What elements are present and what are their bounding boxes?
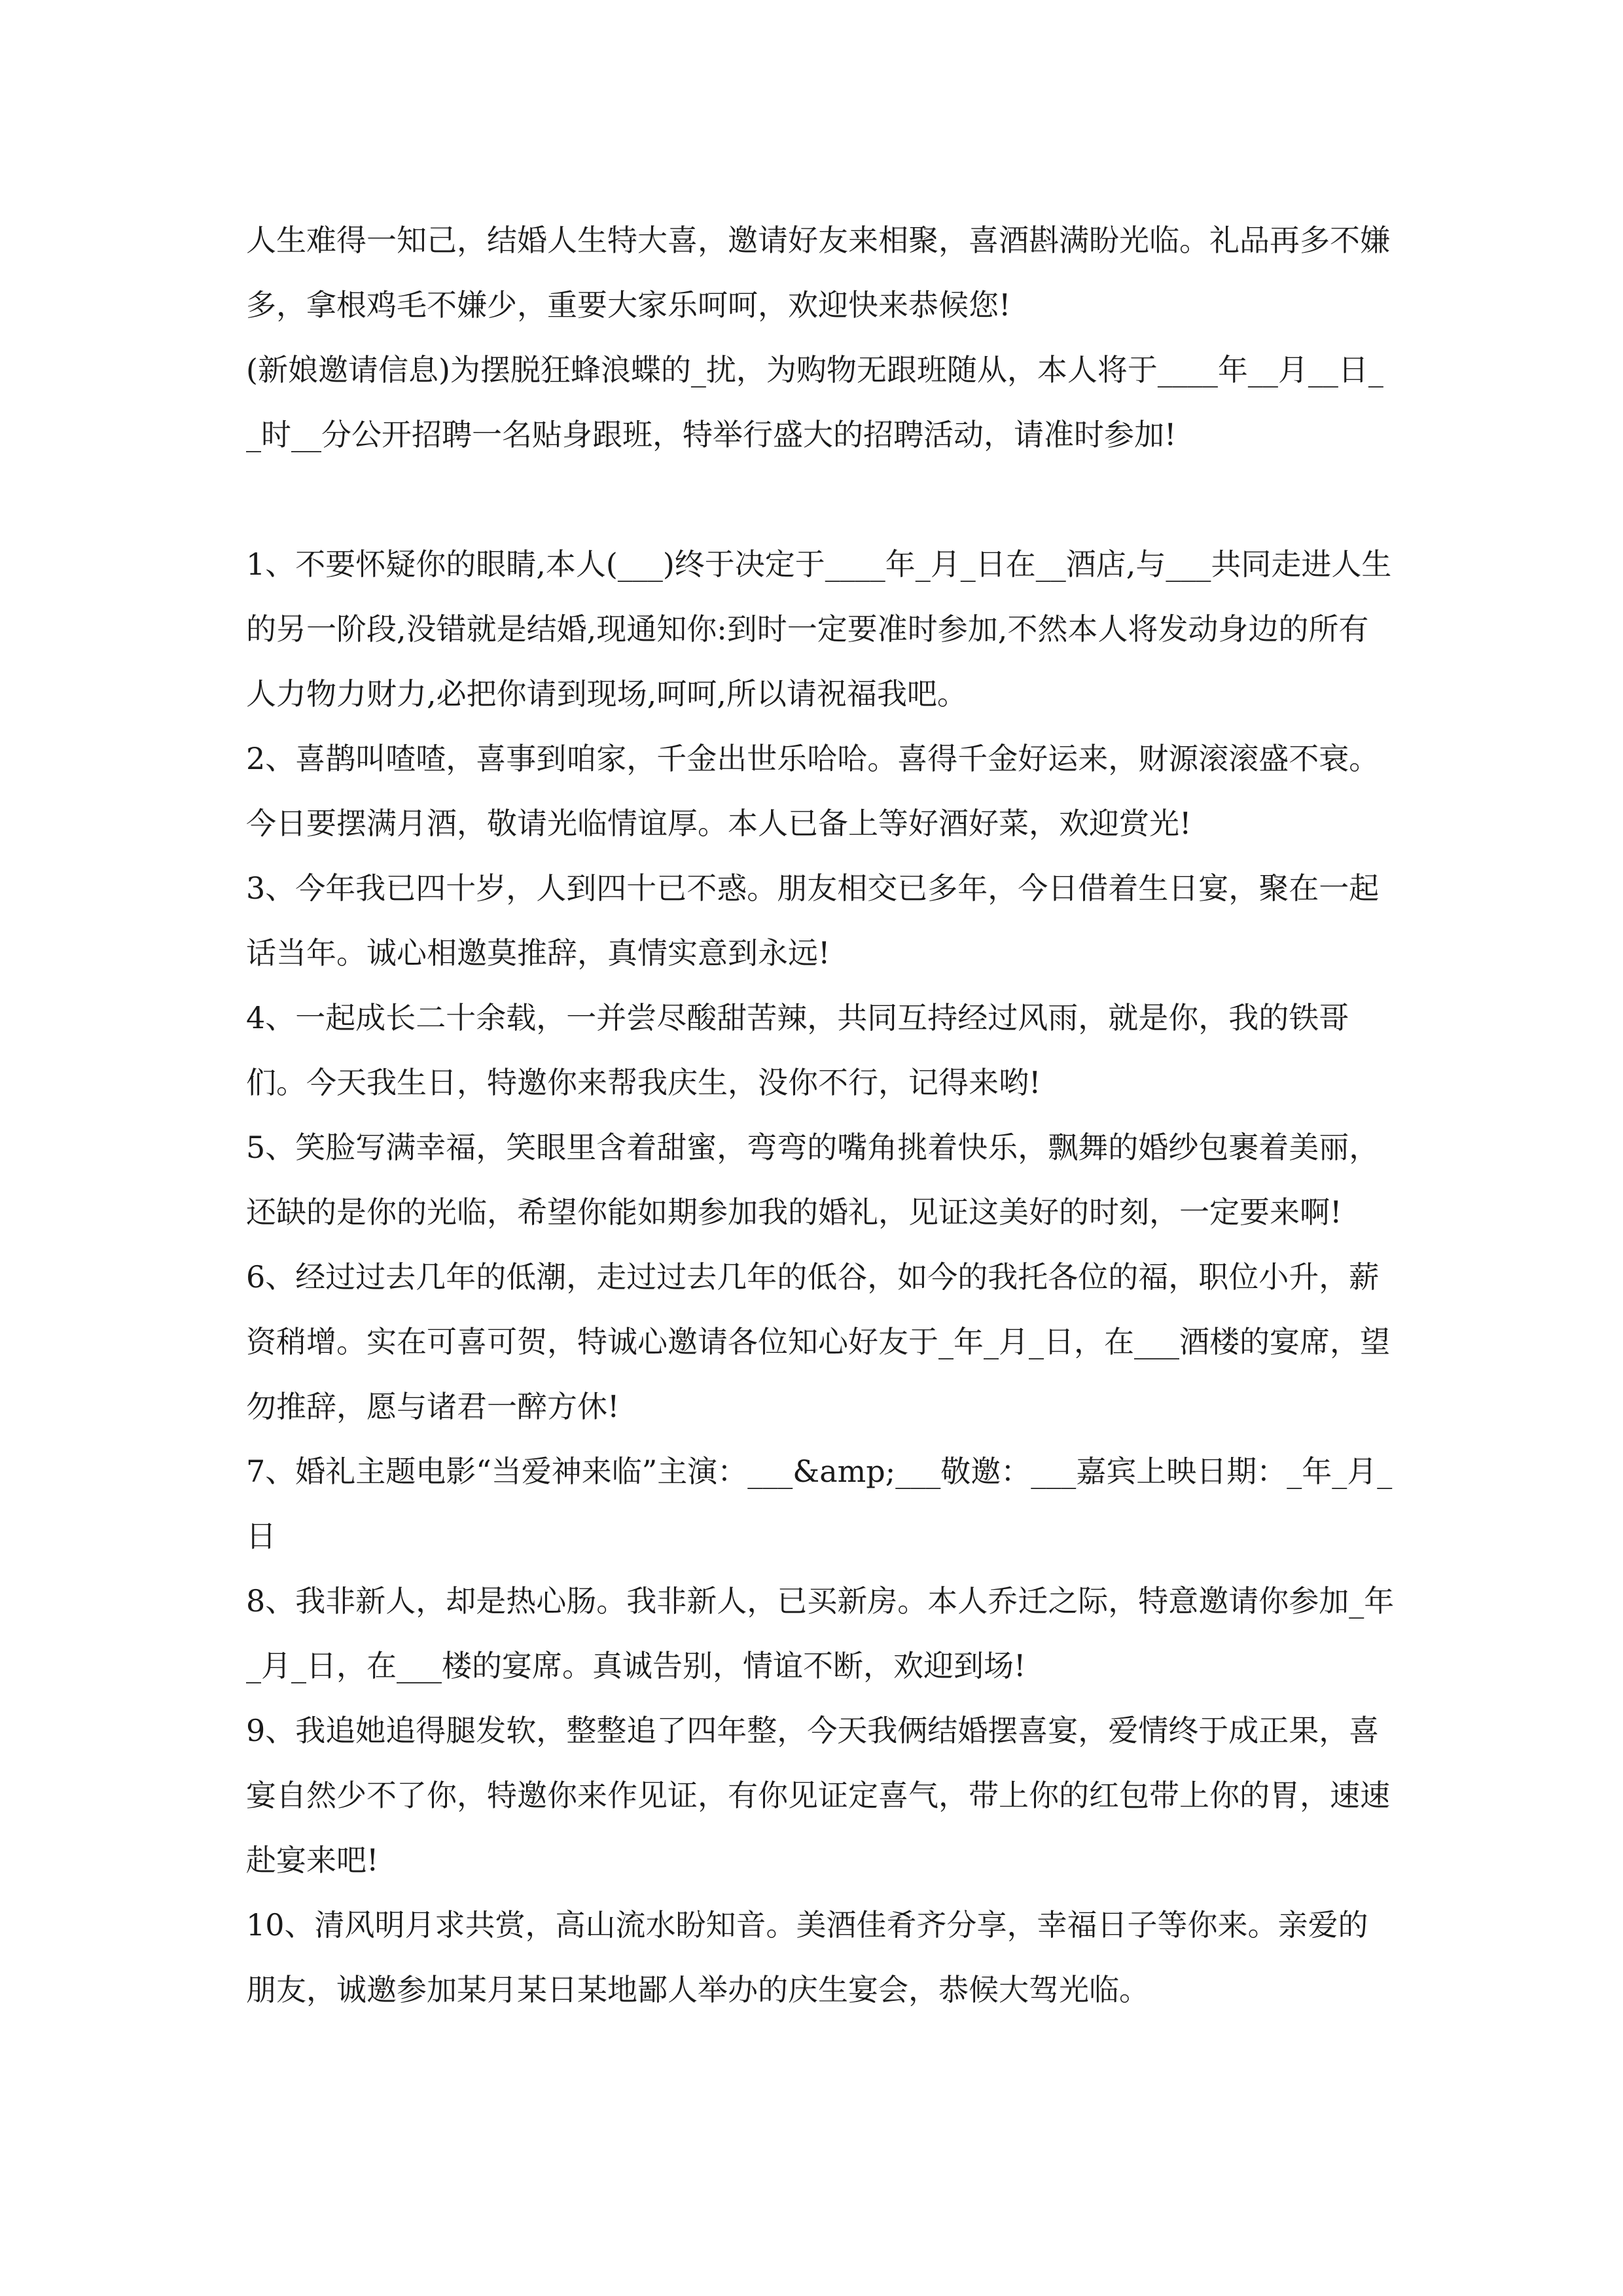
list-item-5: 5、笑脸写满幸福，笑眼里含着甜蜜，弯弯的嘴角挑着快乐，飘舞的婚纱包裹着美丽，还缺的是你的光临，希望你能如期参加我的婚礼，见证这美好的时刻，一定要来啊! [246, 1130, 1380, 1230]
list-item-9: 9、我追她追得腿发软，整整追了四年整，今天我俩结婚摆喜宴，爱情终于成正果，喜宴自然少不了你，特邀你来作见证，有你见证定喜气，带上你的红包带上你的胃，速速赴宴来吧! [246, 1713, 1390, 1878]
list-item-1: 1、不要怀疑你的眼睛,本人(___)终于决定于____年_月_日在__酒店,与___共同走进人生的另一阶段,没错就是结婚,现通知你:到时一定要准时参加,不然本人将发动身边的所有人力物力财力,必把你请到现场,呵呵,所以请祝福我吧。 [246, 547, 1392, 711]
intro-paragraph-2: (新娘邀请信息)为摆脱狂蜂浪蝶的_扰，为购物无跟班随从，本人将于____年__月__日__时__分公开招聘一名贴身跟班，特举行盛大的招聘活动，请准时参加! [246, 352, 1383, 452]
document-page [246, 208, 1398, 2022]
list-item-6: 6、经过过去几年的低潮，走过过去几年的低谷，如今的我托各位的福，职位小升，薪资稍增。实在可喜可贺，特诚心邀请各位知心好友于_年_月_日，在___酒楼的宴席，望勿推辞，愿与诸君一醉方休! [246, 1259, 1390, 1424]
list-item-8: 8、我非新人，却是热心肠。我非新人，已买新房。本人乔迁之际，特意邀请你参加_年_月_日，在___楼的宴席。真诚告别，情谊不断，欢迎到场! [246, 1583, 1395, 1683]
list-item-10: 10、清风明月求共赏，高山流水盼知音。美酒佳肴齐分享，幸福日子等你来。亲爱的朋友，诚邀参加某月某日某地鄙人举办的庆生宴会，恭候大驾光临。 [246, 1907, 1368, 2007]
section-gap [246, 467, 1398, 532]
intro-paragraph-1: 人生难得一知己，结婚人生特大喜，邀请好友来相聚，喜酒斟满盼光临。礼品再多不嫌多，拿根鸡毛不嫌少，重要大家乐呵呵，欢迎快来恭候您! [246, 223, 1390, 323]
list-item-4: 4、一起成长二十余载，一并尝尽酸甜苦辣，共同互持经过风雨，就是你，我的铁哥们。今天我生日，特邀你来帮我庆生，没你不行，记得来哟! [246, 1000, 1349, 1100]
list-item-7: 7、婚礼主题电影“当爱神来临”主演：___&amp;___敬邀：___嘉宾上映日期：_年_月_日 [246, 1454, 1393, 1554]
list-item-3: 3、今年我已四十岁，人到四十已不惑。朋友相交已多年，今日借着生日宴，聚在一起话当年。诚心相邀莫推辞，真情实意到永远! [246, 870, 1380, 971]
list-item-2: 2、喜鹊叫喳喳，喜事到咱家，千金出世乐哈哈。喜得千金好运来，财源滚滚盛不衰。今日要摆满月酒，敬请光临情谊厚。本人已备上等好酒好菜，欢迎赏光! [246, 741, 1380, 841]
